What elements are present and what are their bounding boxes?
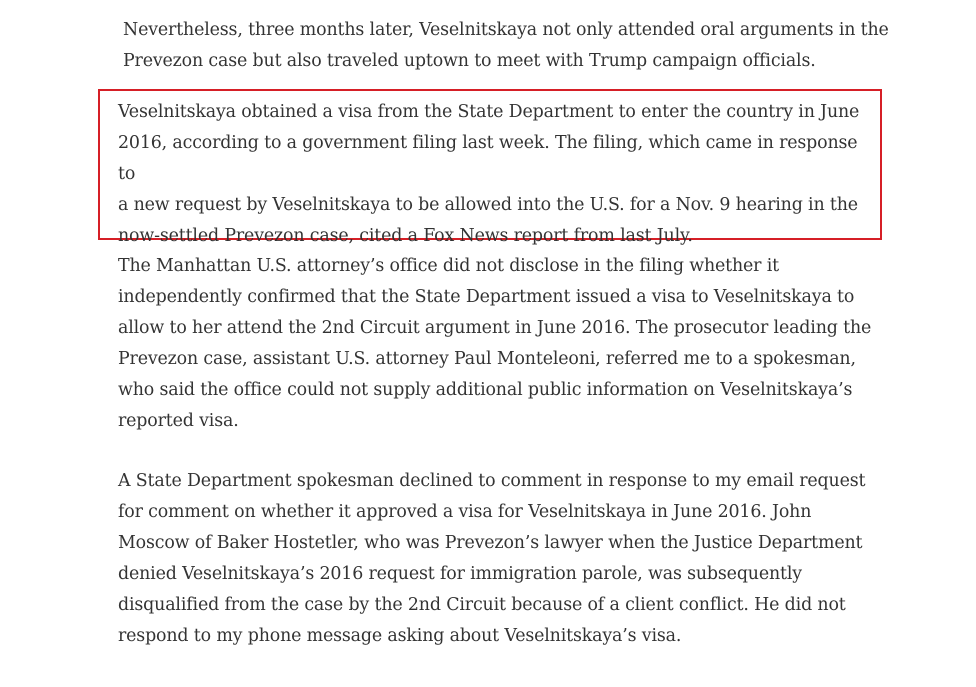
paragraph-intro xyxy=(123,15,903,77)
paragraph-state-department xyxy=(118,466,878,652)
text-line: disqualified from the case by the 2nd Circuit because of a client conflict. He did not xyxy=(118,595,846,615)
text-line: for comment on whether it approved a visa for Veselnitskaya in June 2016. John xyxy=(118,502,812,522)
text-line: 2016, according to a government filing last week. The filing, which came in response to xyxy=(118,133,858,184)
text-line: The Manhattan U.S. attorney’s office did not disclose in the filing whether it xyxy=(118,256,779,276)
text-line: who said the office could not supply additional public information on Veselnitskaya’s xyxy=(118,380,853,400)
text-line: denied Veselnitskaya’s 2016 request for immigration parole, was subsequently xyxy=(118,564,802,584)
text-line: respond to my phone message asking about Veselnitskaya’s visa. xyxy=(118,626,682,646)
text-line: allow to her attend the 2nd Circuit argument in June 2016. The prosecutor leading the xyxy=(118,318,872,338)
paragraph-attorney-office xyxy=(118,251,878,437)
text-line: Veselnitskaya obtained a visa from the State Department to enter the country in June xyxy=(118,102,860,122)
text-line: A State Department spokesman declined to comment in response to my email request xyxy=(118,471,866,491)
text-line: reported visa. xyxy=(118,411,239,431)
paragraph-highlighted xyxy=(118,97,878,252)
text-line: Moscow of Baker Hostetler, who was Prevezon’s lawyer when the Justice Department xyxy=(118,533,863,553)
text-line: independently confirmed that the State Department issued a visa to Veselnitskaya to xyxy=(118,287,855,307)
text-line: Prevezon case but also traveled uptown to meet with Trump campaign officials. xyxy=(123,51,816,71)
text-line: a new request by Veselnitskaya to be allowed into the U.S. for a Nov. 9 hearing in the xyxy=(118,195,858,215)
text-line: now-settled Prevezon case, cited a Fox News report from last July. xyxy=(118,226,693,246)
text-line: Prevezon case, assistant U.S. attorney Paul Monteleoni, referred me to a spokesman, xyxy=(118,349,856,369)
text-line: Nevertheless, three months later, Veselnitskaya not only attended oral arguments in the xyxy=(123,20,889,40)
